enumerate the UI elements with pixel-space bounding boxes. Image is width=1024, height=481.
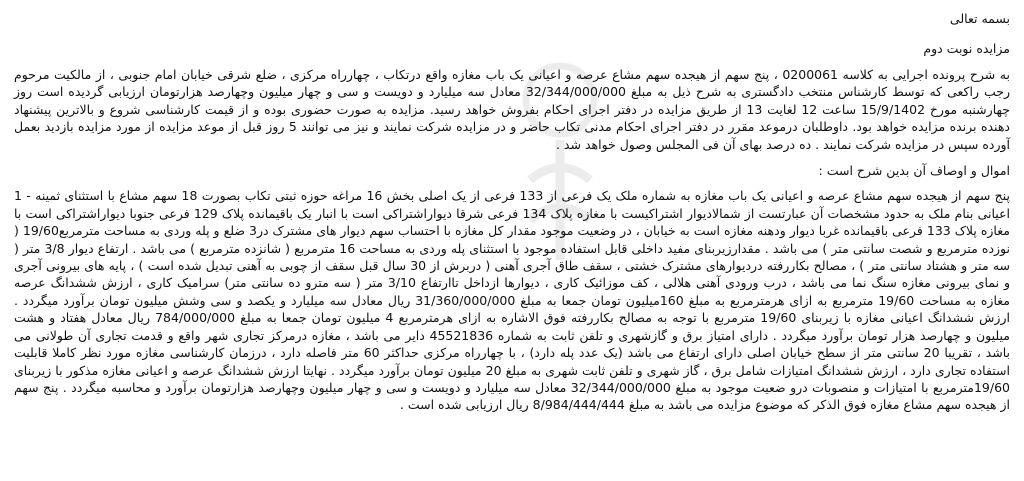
intro-paragraph: به شرح پرونده اجرایی به کلاسه 0200061 ، پنج سهم از هیجده سهم مشاع عرصه و اعیانی یک باب مغازه واقع درتکاب ، چهارراه مرکزی ، ضلع شرقی خیابان امام جنوبی ، از مالکیت مرحوم رجب راکعی که توسط کارشناس منتخب دادگستری به شرح ذیل به مبلغ 32/344/000/000 معادل سه میلیارد و دویست و سی و چهار میلیون وچهارصد هزارتومان ارزیابی گردیده است روز چهارشنبه مورخ 15/9/1402 ساعت 12 لغایت 13 از طریق مزایده در دفتر اجرای احکام بفروش خواهد رسید. مزایده به صورت حضوری بوده و از قیمت کارشناسی شروع و بالاترین پیشنهاد دهنده برنده مزایده خواهد بود. داوطلبان درموعد مقرر در دفتر اجرای احکام مدنی تکاب حاضر و در مزایده شرکت نمایند و نیز می توانند 5 روز قبل از موعد مزایده از مورد مزایده بازدید بعمل آورده سپس در مزایده شرکت نمایند . ده درصد بهای آن فی المجلس وصول خواهد شد .	[14, 67, 1010, 152]
properties-subtitle: اموال و اوصاف آن بدین شرح است :	[818, 163, 1010, 179]
properties-paragraph: پنج سهم از هیجده سهم مشاع عرصه و اعیانی یک باب مغازه به شماره ملک یک فرعی از 133 فرعی از یک اصلی بخش 16 مراغه حوزه ثبتی تکاب بصورت 18 سهم مشاع با استثنای ثمینه - 1 اعیانی بنام ملک به حدود مشخصات آن عبارتست از شمالادیوار اشتراکیست با مغازه پلاک 134 فرعی شرقا دیواراشتراکی است با انبار یک باقیمانده پلاک 129 فرعی جنوبا دیواراشتراکی است با مغازه پلاک 133 فرعی باقیمانده غربا دیوار ودهنه مغازه است به خیابان ، در وضعیت موجود مقدار کل مغازه با احتساب سهم دیوار های مشترک در3 ضلع و پله وردی به مساحت مترمربع19/60 ( نوزده مترمربع و شصت سانتی متر ) می باشد . مقدارزیربنای مفید داخلی قابل استفاده موجود با استثنای پله وردی به مساحت 16 مترمربع ( شانزده مترمربع ) می باشد . ارتفاع دیوار 3/8 متر ( سه متر و هشتاد سانتی متر ) ، مصالح بکاررفته دردیوارهای مشترک خشتی ، سقف طاق آجری آهنی ( دربرش از 30 سال قبل سقف از چوبی به آهنی تبدیل شده است ) ، پایه های بیرونی آجری و نمای بیرونی مغازه سنگ نما می باشد ، درب ورودی آهنی هلالی ، کف موزائیک کاری ، دیوارها ازداخل تاارتفاع 3/10 متر ( سه مترو ده سانتی متر) سرامیک کاری ، ارزش ششدانگ عرصه مغازه به مساحت 19/60 مترمربع به ازای هرمترمربع به مبلغ 160میلیون تومان جمعا به مبلغ 31/360/000/000 ریال معادل سه میلیارد و یکصد و سی وشش میلیون تومان برآورد میگردد . ارزش ششدانگ اعیانی مغازه با زیربنای 19/60 مترمربع با توجه به مصالح بکاررفته فوق الاشاره به ازای هرمترمربع 4 میلیون تومان جمعا به مبلغ 784/000/000 ریال معادل هفتاد و هشت میلیون و چهارصد هزار تومان برآورد میگردد . دارای امتیاز برق و گازشهری و تلفن ثابت به شماره 45521836 دایر می باشد ، مغازه درمرکز تجاری شهر واقع و قدمت تجاری آن طولانی می باشد ، تقریبا 20 سانتی متر از سطح خیابان اصلی دارای ارتفاع می باشد (یک عدد پله دارد) ، با چهارراه مرکزی حداکثر 60 متر فاصله دارد ، درزمان کارشناسی مغازه مورد نظر کاملا قابلیت استفاده تجاری دارد ، ارزش ششدانگ امتیازات شامل برق ، گاز شهری و تلفن ثابت شهری به مبلغ 20 میلیون تومان برآورد میگردد . نهایتا ارزش ششدانگ عرصه و اعیانی مغازه مذکور با زیربنای 19/60مترمربع با امتیازات و منصوبات درو ضعیت موجود به مبلغ 32/344/000/000 معادل سه میلیارد و دویست و سی و چهار میلیون وچهارصد هزارتومان برآورد و محاسبه میگردد . پنج سهم از هیجده سهم مشاع مغازه فوق الذکر که موضوع مزایده می باشد به مبلغ 8/984/444/444 ریال ارزیابی شده است .	[14, 188, 1011, 413]
notice-title: مزایده نوبت دوم	[923, 41, 1010, 56]
invocation-heading: بسمه تعالی	[949, 11, 1010, 26]
